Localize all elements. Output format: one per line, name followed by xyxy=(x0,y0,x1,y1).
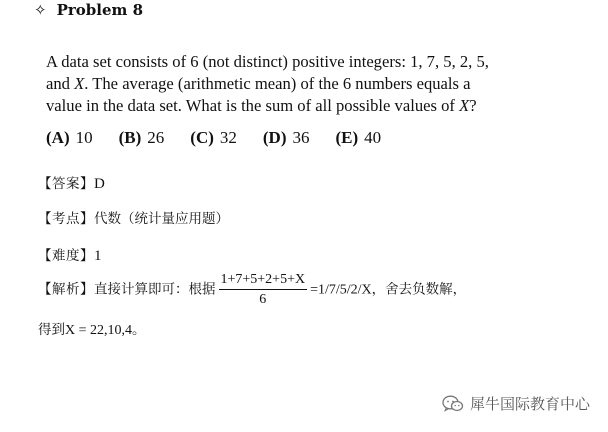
result-suffix: 。 xyxy=(132,322,146,338)
analysis-label: 【解析】 xyxy=(38,281,94,298)
choice-c: (C) 32 xyxy=(190,128,237,147)
diamond-icon: ✧ xyxy=(34,1,47,19)
topic-value: 代数（统计量应用题） xyxy=(94,211,229,227)
difficulty-line xyxy=(38,244,102,265)
wechat-icon xyxy=(442,395,464,413)
choice-d: (D) 36 xyxy=(262,128,310,147)
problem-line-1: A data set consists of 6 (not distinct) positive integers: 1, 7, 5, 2, 5, xyxy=(46,52,489,71)
problem-line-2: and X. The average (arithmetic mean) of the 6 numbers equals a xyxy=(46,74,471,93)
fraction-rhs: =1/7/5/2/X xyxy=(310,282,372,298)
difficulty-label: 【难度】 xyxy=(38,248,94,264)
problem-title: ✧ Problem 8 xyxy=(34,1,144,19)
analysis-line-2 xyxy=(38,318,146,339)
analysis-intro: 直接计算即可：根据 xyxy=(94,281,216,298)
choice-e: (E) 40 xyxy=(335,128,382,147)
difficulty-value: 1 xyxy=(94,248,102,264)
analysis-line-1 xyxy=(38,272,466,307)
topic-line xyxy=(38,207,229,227)
problem-line-3: value in the data set. What is the sum of all possible values of X? xyxy=(46,96,477,115)
answer-value: D xyxy=(94,176,105,192)
choice-a: (A) 10 xyxy=(46,128,93,147)
answer-label: 【答案】 xyxy=(38,176,94,192)
mean-fraction xyxy=(219,272,308,307)
choice-b: (B) 26 xyxy=(118,128,165,147)
problem-statement xyxy=(46,51,566,117)
fraction-numerator: 1+7+5+2+5+X xyxy=(219,272,308,290)
result-expression: X = 22,10,4 xyxy=(65,323,133,338)
analysis-tail: ，舍去负数解， xyxy=(371,281,467,298)
fraction-denominator: 6 xyxy=(259,292,267,307)
answer-choices xyxy=(46,128,407,148)
result-prefix: 得到 xyxy=(38,322,65,338)
answer-line xyxy=(38,172,105,193)
watermark xyxy=(442,393,590,414)
topic-label: 【考点】 xyxy=(38,211,94,227)
watermark-text: 犀牛国际教育中心 xyxy=(469,395,590,413)
